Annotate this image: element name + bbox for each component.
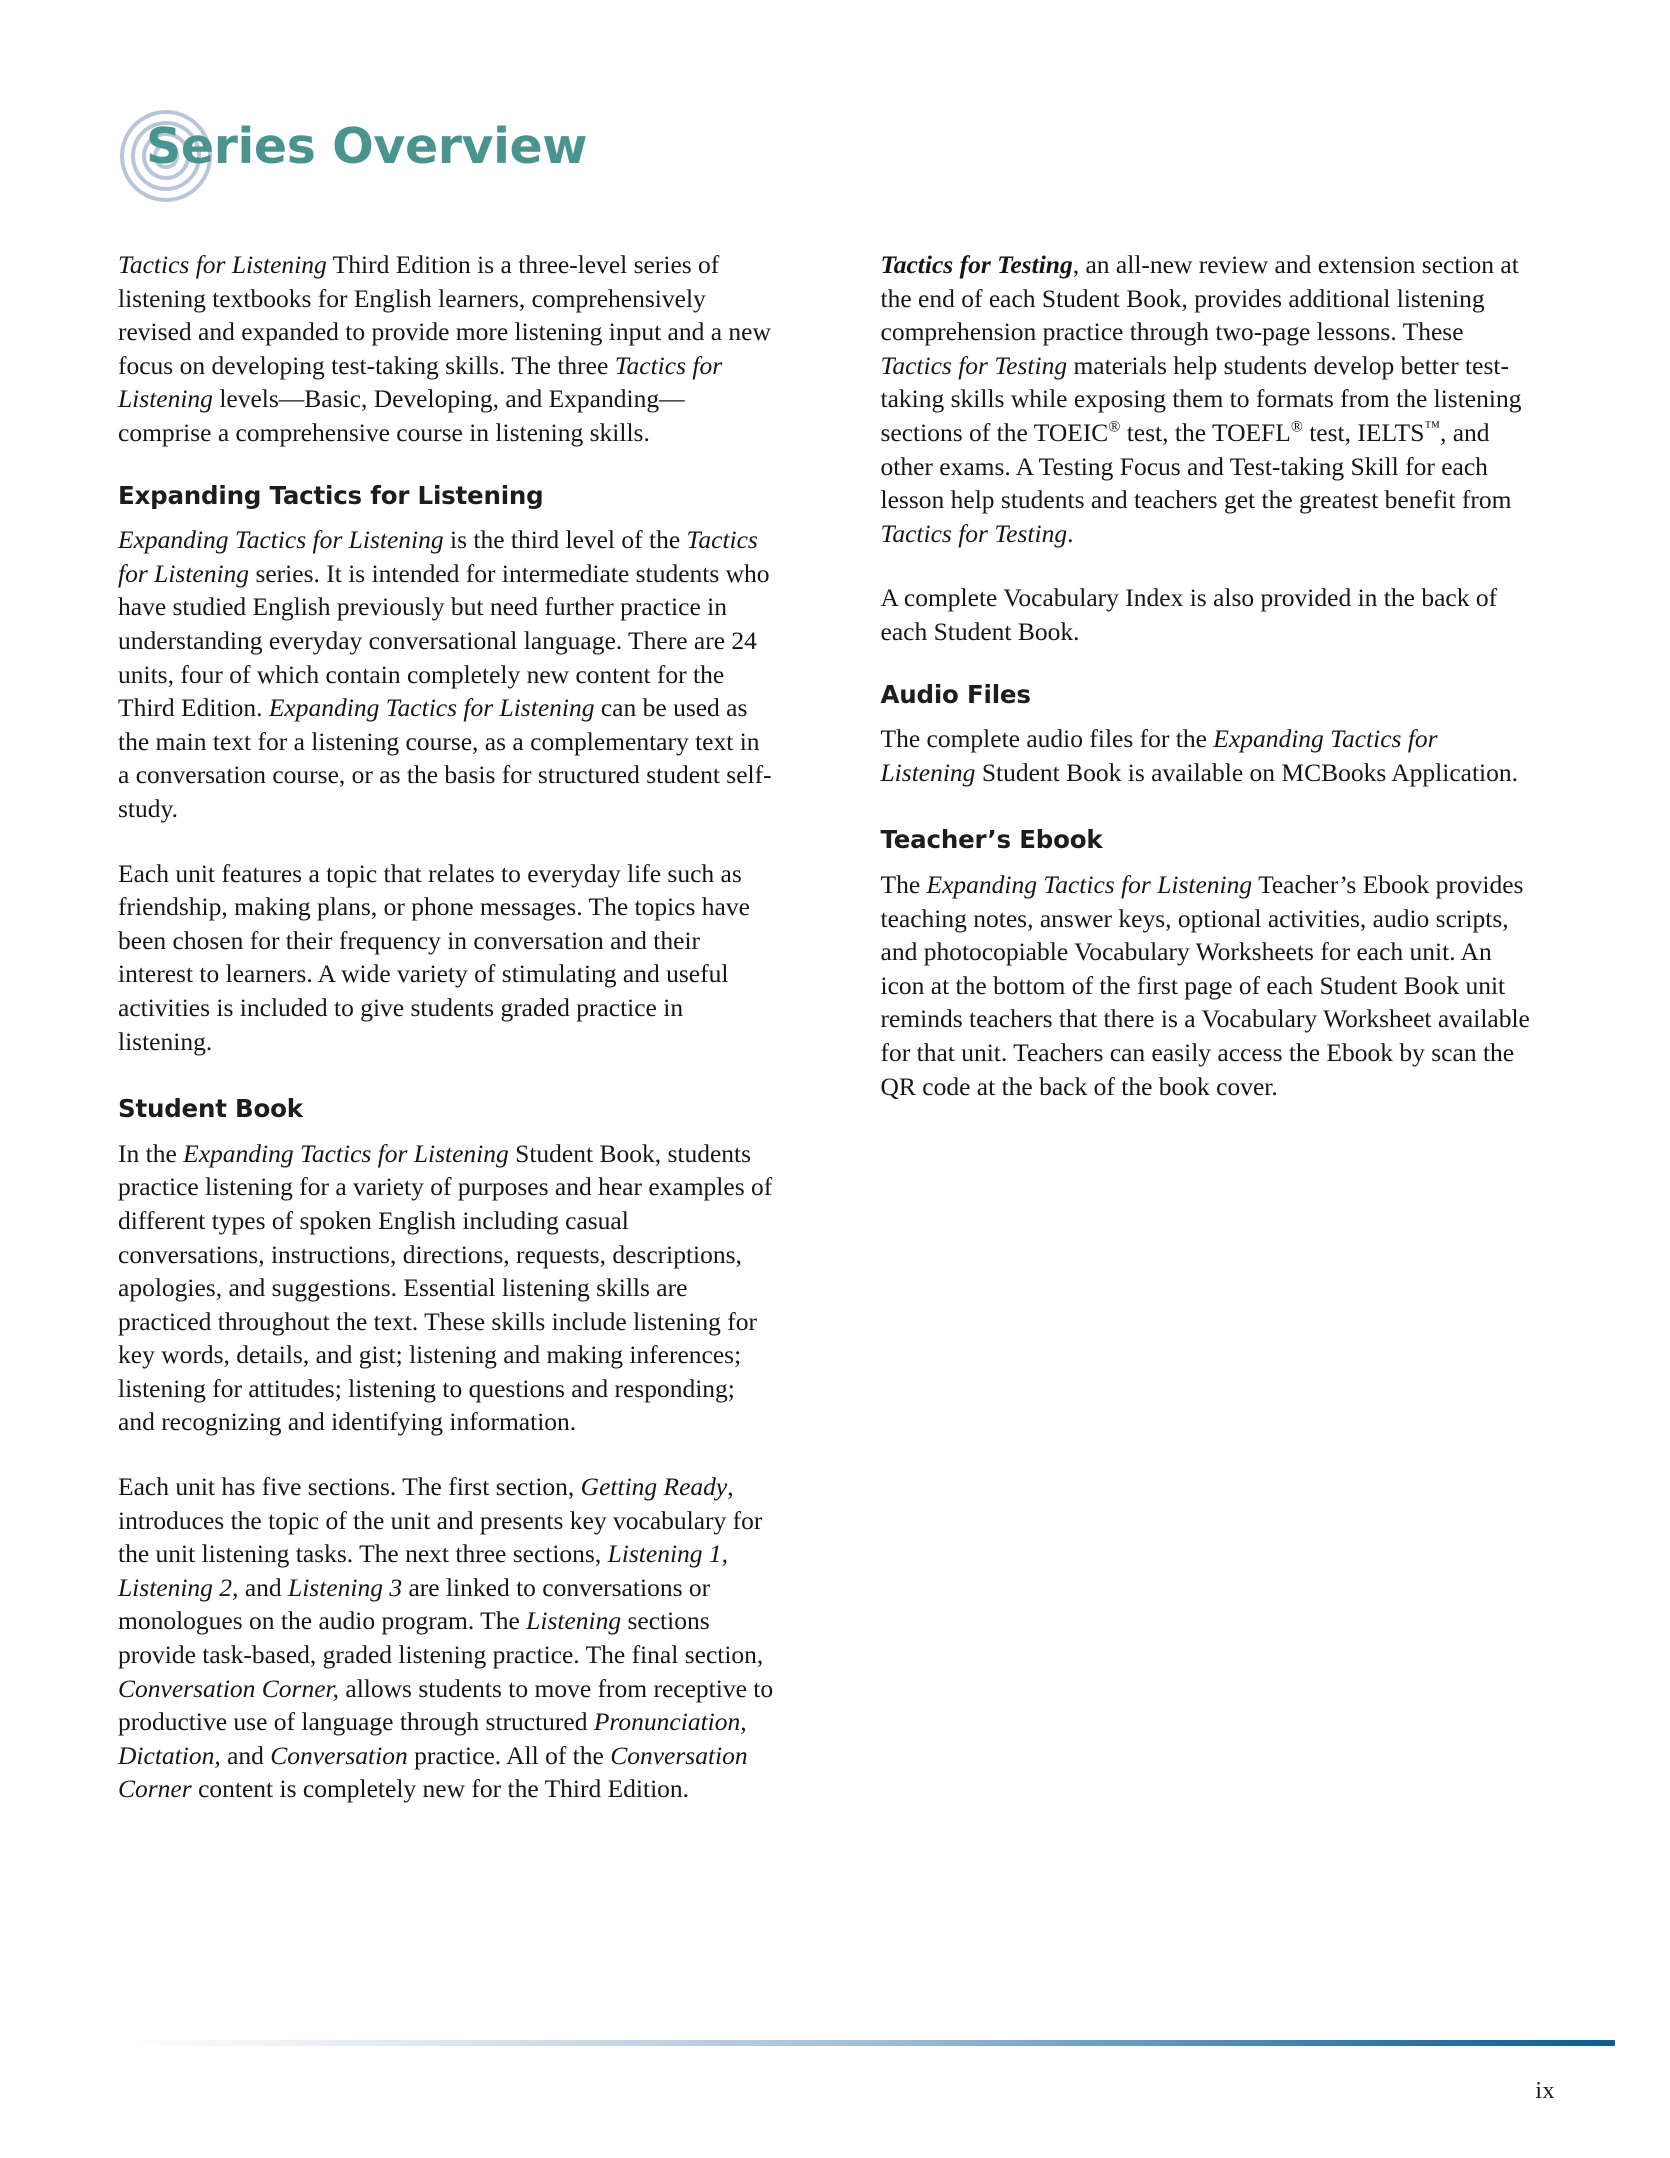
intro-paragraph: Tactics for Listening Third Edition is a three-level series of listening textbooks for English learners, comprehensively revised and expanded to provide more listening input and a new focus on developing test-taking skills. The three Tactics for Listening levels—Basic, Developing, and Expanding—comprise a comprehensive course in listening skills.: [118, 250, 771, 447]
paragraph: The complete audio files for the Expanding Tactics for Listening Student Book is available on MCBooks Application.: [880, 724, 1518, 787]
section-heading-audio-files: Audio Files: [880, 679, 1031, 709]
right-column: [881, 248, 1539, 1806]
paragraph: In the Expanding Tactics for Listening Student Book, students practice listening for a variety of purposes and hear examples of different types of spoken English including casual conversations, instructions, directions, requests, descriptions, apologies, and suggestions. Essential listening skills are practiced throughout the text. These skills include listening for key words, details, and gist; listening and making inferences; listening for attitudes; listening to questions and responding; and recognizing and identifying information.: [118, 1138, 773, 1437]
footer-gradient-rule: [115, 2040, 1615, 2046]
body-columns: [118, 248, 1538, 1806]
page-number: ix: [1535, 2078, 1555, 2104]
paragraph: Each unit has five sections. The first section, Getting Ready, introduces the topic of the unit and presents key vocabulary for the unit listening tasks. The next three sections, Listening 1, Listening 2, and Listening 3 are linked to conversations or monologues on the audio program. The Listening sections provide task-based, graded listening practice. The final section, Conversation Corner, allows students to move from receptive to productive use of language through structured Pronunciation, Dictation, and Conversation practice. All of the Conversation Corner content is completely new for the Third Edition.: [118, 1472, 774, 1804]
paragraph: A complete Vocabulary Index is also provided in the back of each Student Book.: [880, 583, 1498, 646]
page-title: Series Overview: [146, 118, 588, 175]
section-heading-teachers-ebook: Teacher’s Ebook: [880, 825, 1103, 855]
left-column: [118, 248, 776, 1806]
paragraph: Tactics for Testing, an all-new review and extension section at the end of each Student Book, provides additional listening comprehension practice through two-page lessons. These Tactics for Testing materials help students develop better test-taking skills while exposing them to formats from the listening sections of the TOEIC® test, the TOEFL® test, IELTS™, and other exams. A Testing Focus and Test-taking Skill for each lesson help students and teachers get the greatest benefit from Tactics for Testing.: [880, 250, 1522, 548]
paragraph: Each unit features a topic that relates to everyday life such as friendship, making plans, or phone messages. The topics have been chosen for their frequency in conversation and their interest to learners. A wide variety of stimulating and useful activities is included to give students graded practice in listening.: [118, 858, 750, 1056]
section-heading-expanding-tactics: Expanding Tactics for Listening: [118, 480, 544, 510]
paragraph: The Expanding Tactics for Listening Teacher’s Ebook provides teaching notes, answer keys, optional activities, audio scripts, and photocopiable Vocabulary Worksheets for each unit. An icon at the bottom of the first page of each Student Book unit reminds teachers that there is a Vocabulary Worksheet available for that unit. Teachers can easily access the Ebook by scan the QR code at the back of the book cover.: [880, 869, 1530, 1101]
section-heading-student-book: Student Book: [118, 1094, 303, 1124]
paragraph: Expanding Tactics for Listening is the third level of the Tactics for Listening series. It is intended for intermediate students who have studied English previously but need further practice in understanding everyday conversational language. There are 24 units, four of which contain completely new content for the Third Edition. Expanding Tactics for Listening can be used as the main text for a listening course, as a complementary text in a conversation course, or as the basis for structured student self-study.: [118, 525, 772, 823]
